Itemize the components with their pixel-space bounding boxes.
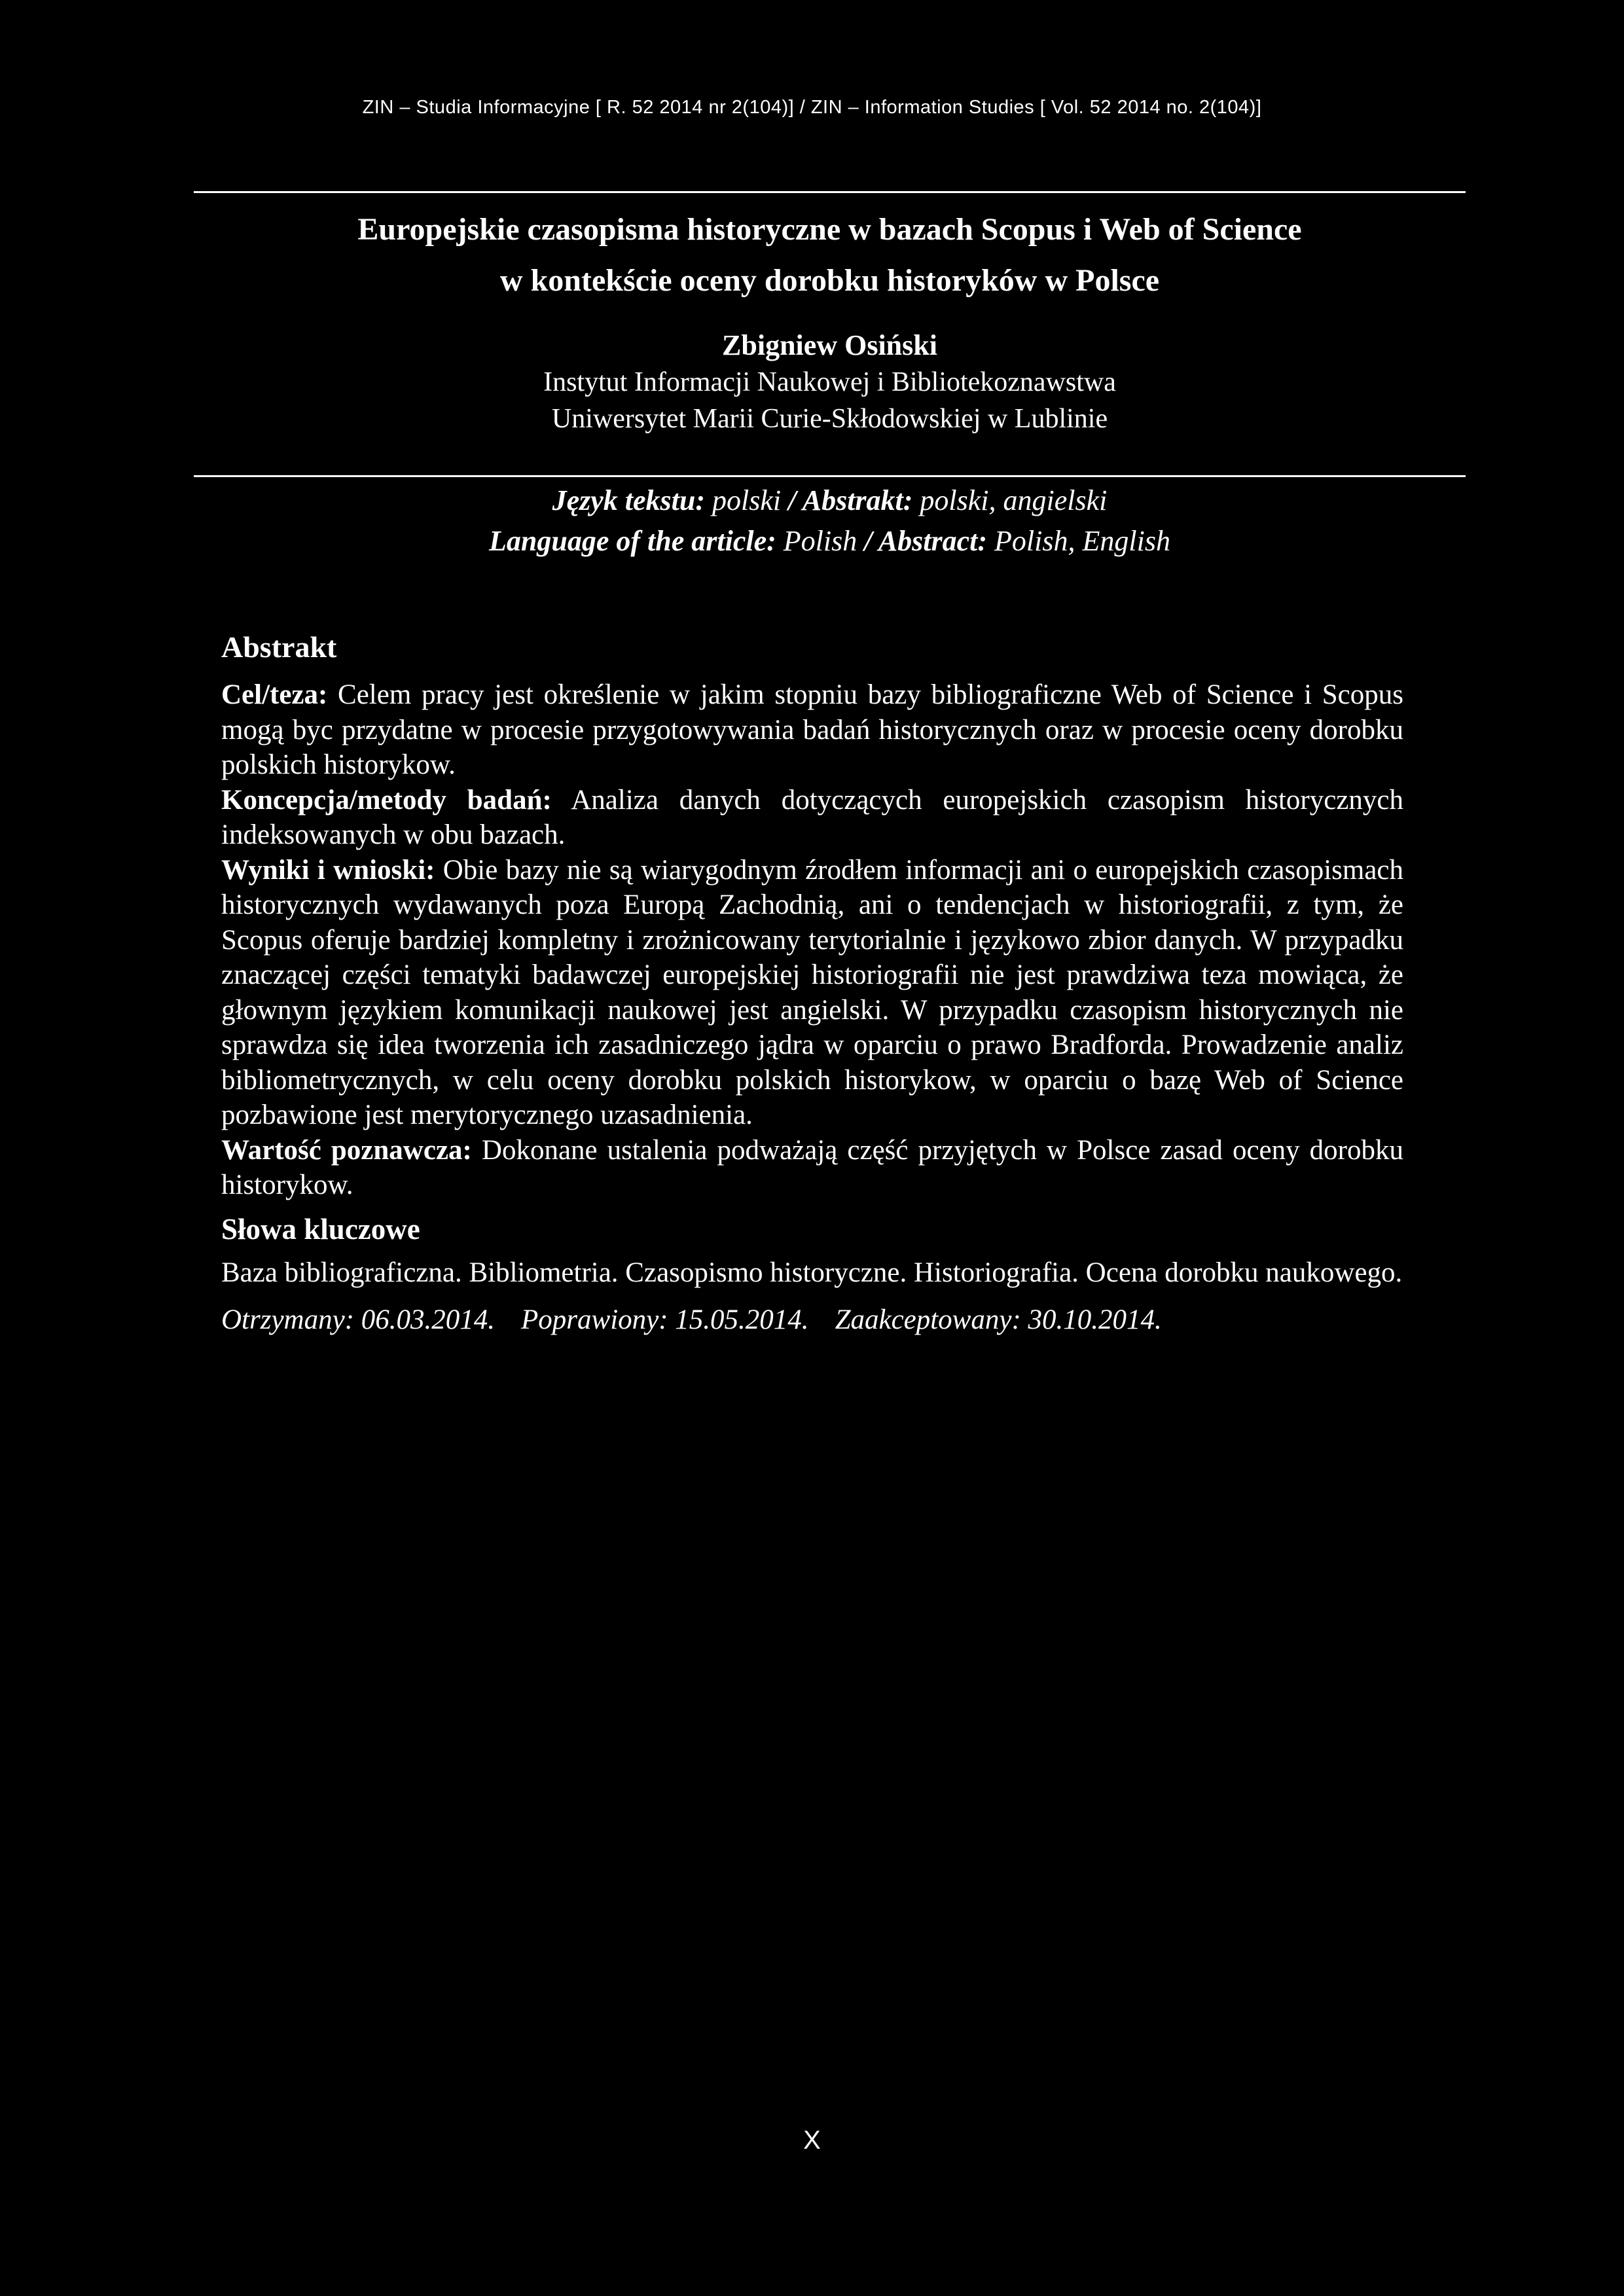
page-number: X xyxy=(803,2126,821,2155)
article-language-label: Language of the article: xyxy=(489,525,776,557)
abstract-value xyxy=(221,1133,1403,1203)
text-language-label: Język tekstu: xyxy=(552,484,706,516)
keywords-heading: Słowa kluczowe xyxy=(221,1212,420,1246)
goal-text: Celem pracy jest określenie w jakim stopniu bazy bibliograficzne Web of Science i Scopus mogą byc przydatne w procesie przygotowywania badań historycznych oraz w procesie oceny dorobku polskich historykow. xyxy=(221,679,1403,780)
abstract-language-value-en: Polish, English xyxy=(987,525,1170,557)
top-divider xyxy=(194,191,1466,193)
abstract-section xyxy=(221,625,1403,1340)
author-block xyxy=(194,327,1466,437)
title-line-2: w kontekście oceny dorobku historyków w Polsce xyxy=(499,263,1160,298)
author-affiliation-institute: Instytut Informacji Naukowej i Bibliotekoznawstwa xyxy=(543,367,1116,397)
revised-date: Poprawiony: 15.05.2014. xyxy=(521,1304,809,1335)
title-line-1: Europejskie czasopisma historyczne w bazach Scopus i Web of Science xyxy=(357,212,1302,247)
article-title xyxy=(194,204,1466,306)
abstract-language-value: polski, angielski xyxy=(912,484,1108,516)
article-language-value: Polish xyxy=(776,525,857,557)
middle-divider xyxy=(194,475,1466,477)
keywords-text: Baza bibliograficzna. Bibliometria. Czasopismo historyczne. Historiografia. Ocena dorobku naukowego. xyxy=(221,1257,1403,1288)
language-line-english xyxy=(194,521,1466,562)
method-label: Koncepcja/metody badań: xyxy=(221,784,552,816)
value-text: Dokonane ustalenia podważają część przyjętych w Polsce zasad oceny dorobku historykow. xyxy=(221,1134,1403,1200)
abstract-language-label: Abstrakt: xyxy=(802,484,913,516)
results-label: Wyniki i wnioski: xyxy=(221,854,435,886)
value-label: Wartość poznawcza: xyxy=(221,1134,472,1166)
abstract-results xyxy=(221,853,1403,1133)
text-language-value: polski xyxy=(705,484,782,516)
abstract-language-label-en: Abstract: xyxy=(878,525,988,557)
language-info xyxy=(194,480,1466,562)
method-text: Analiza danych dotyczących europejskich czasopism historycznych indeksowanych w obu bazach. xyxy=(221,784,1404,850)
abstract-heading: Abstrakt xyxy=(221,630,337,664)
separator: / xyxy=(781,484,803,516)
publication-dates xyxy=(221,1300,1403,1340)
abstract-method xyxy=(221,783,1403,853)
abstract-goal xyxy=(221,677,1403,783)
language-line-polish xyxy=(194,480,1466,521)
accepted-date: Zaakceptowany: 30.10.2014. xyxy=(835,1304,1162,1335)
running-header: ZIN – Studia Informacyjne [ R. 52 2014 nr 2(104)] / ZIN – Information Studies [ Vol. 52 2014 no. 2(104)] xyxy=(362,97,1262,118)
goal-label: Cel/teza: xyxy=(221,679,328,710)
separator: / xyxy=(857,525,878,557)
received-date: Otrzymany: 06.03.2014. xyxy=(221,1304,496,1335)
author-name: Zbigniew Osiński xyxy=(722,329,937,361)
results-text: Obie bazy nie są wiarygodnym źrodłem informacji ani o europejskich czasopismach historycznych wydawanych poza Europą Zachodnią, ani o tendencjach w historiografii, z tym, że Scopus oferuje bardziej kompletny i zrożnicowany terytorialnie i językowo zbior danych. W przypadku znaczącej części tematyki badawczej europejskiej historiografii nie jest prawdziwa teza mowiąca, że głownym językiem komunikacji naukowej jest angielski. W przypadku czasopism historycznych nie sprawdza się idea tworzenia ich zasadniczego jądra w oparciu o prawo Bradforda. Prowadzenie analiz bibliometrycznych, w celu oceny dorobku polskich historykow, w oparciu o bazę Web of Science pozbawione jest merytorycznego uzasadnienia. xyxy=(221,854,1403,1130)
author-affiliation-university: Uniwersytet Marii Curie-Skłodowskiej w Lublinie xyxy=(551,404,1108,434)
